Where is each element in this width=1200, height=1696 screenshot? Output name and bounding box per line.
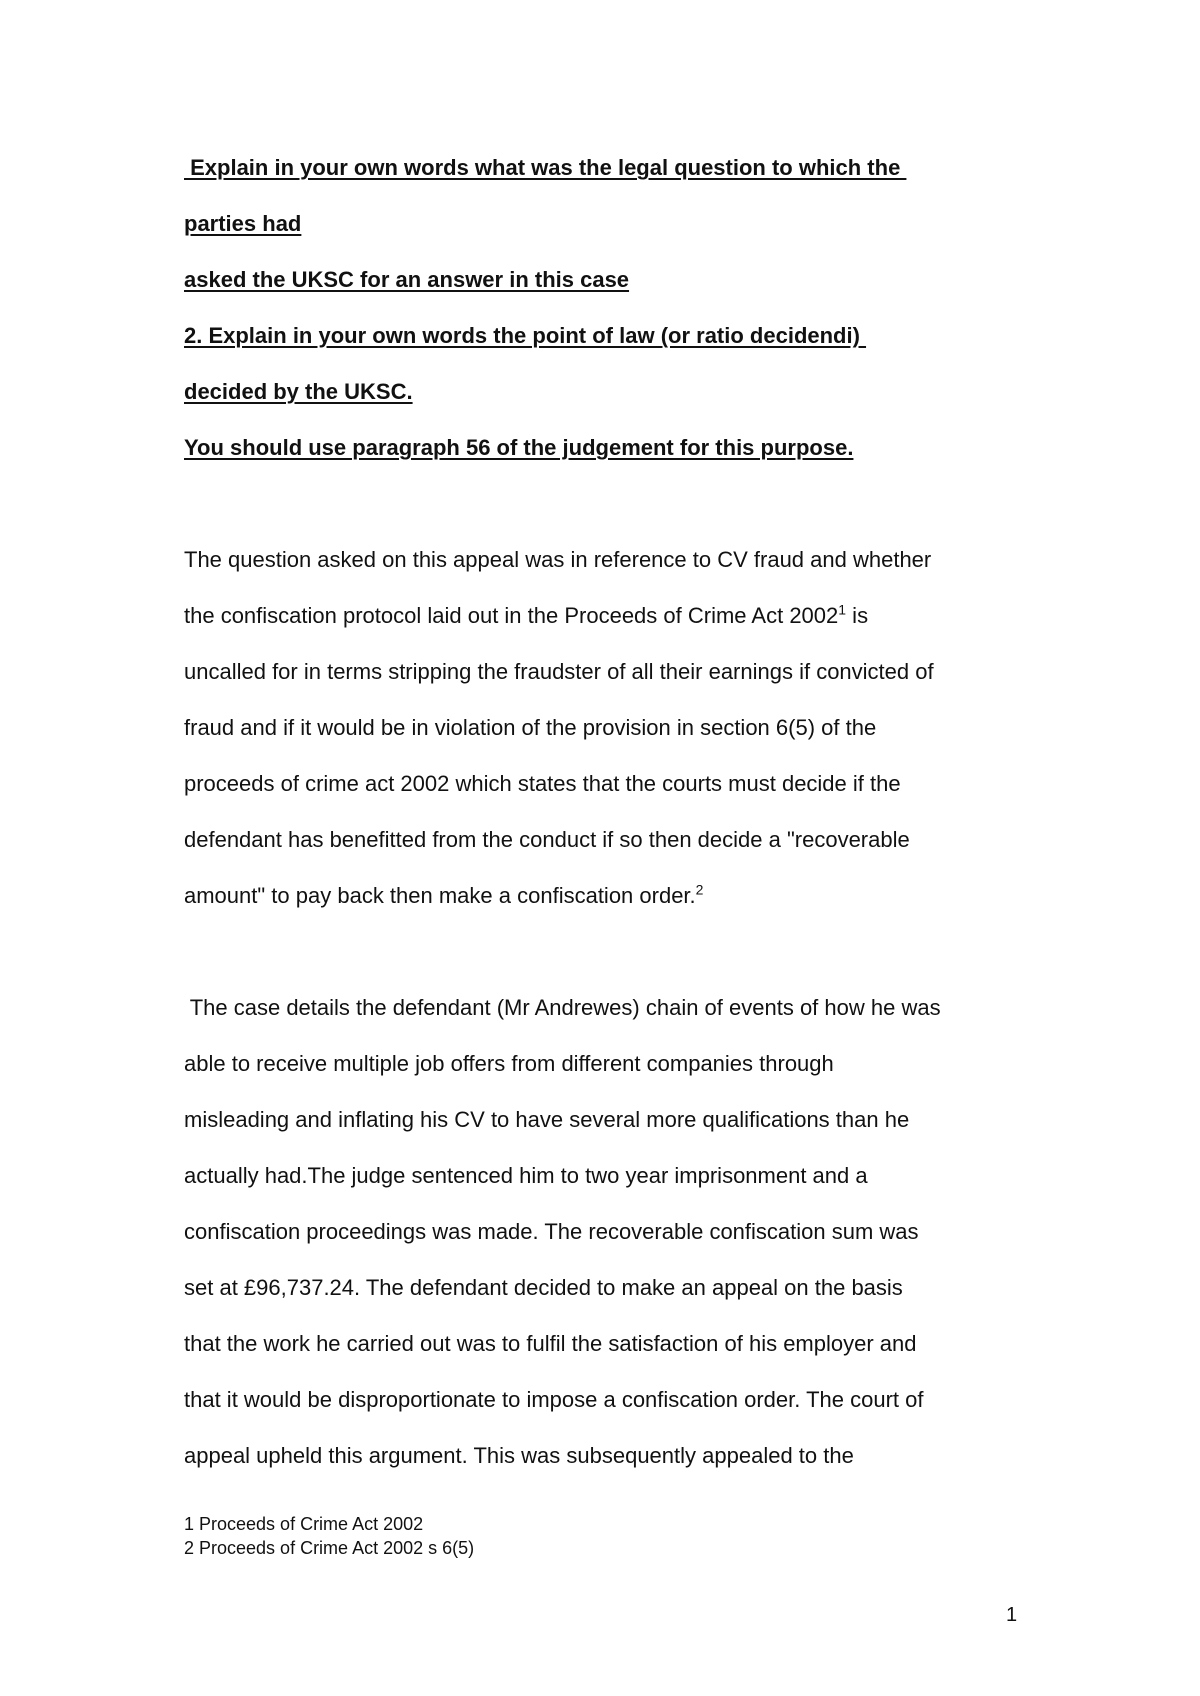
heading-line: parties had (184, 211, 302, 236)
footnote: 2 Proceeds of Crime Act 2002 s 6(5) (184, 1538, 475, 1558)
heading-line: Explain in your own words what was the legal question to which the (184, 155, 907, 180)
body-text: is (846, 603, 869, 628)
paragraph-case-details (184, 980, 1044, 1484)
body-line: fraud and if it would be in violation of the provision in section 6(5) of the (184, 715, 877, 740)
body-line: able to receive multiple job offers from different companies through (184, 1051, 834, 1076)
body-line: proceeds of crime act 2002 which states that the courts must decide if the (184, 771, 901, 796)
body-text: the confiscation protocol laid out in the Proceeds of Crime Act 2002 (184, 603, 839, 628)
paragraph-question (184, 532, 1044, 924)
body-line (184, 868, 1044, 924)
heading-line: You should use paragraph 56 of the judgement for this purpose. (184, 435, 854, 460)
document-body (184, 140, 1044, 1484)
spacer (184, 476, 1044, 532)
body-line: appeal upheld this argument. This was subsequently appealed to the (184, 1443, 854, 1468)
body-line: defendant has benefitted from the conduct if so then decide a "recoverable (184, 827, 910, 852)
heading-line: 2. Explain in your own words the point of law (or ratio decidendi) (184, 323, 867, 348)
question-heading (184, 140, 1044, 476)
body-line: The question asked on this appeal was in reference to CV fraud and whether (184, 547, 932, 572)
body-line (184, 588, 1044, 644)
body-line: set at £96,737.24. The defendant decided to make an appeal on the basis (184, 1275, 903, 1300)
body-line: The case details the defendant (Mr Andrewes) chain of events of how he was (184, 995, 941, 1020)
spacer (184, 924, 1044, 980)
body-line: that it would be disproportionate to impose a confiscation order. The court of (184, 1387, 924, 1412)
footnote: 1 Proceeds of Crime Act 2002 (184, 1514, 424, 1534)
footnote-reference[interactable]: 1 (838, 601, 847, 618)
footnote-reference[interactable]: 2 (695, 881, 704, 898)
footnotes (184, 1512, 474, 1560)
heading-line: asked the UKSC for an answer in this case (184, 267, 630, 292)
page-number: 1 (1006, 1604, 1018, 1626)
body-line: misleading and inflating his CV to have several more qualifications than he (184, 1107, 910, 1132)
body-text: amount" to pay back then make a confiscation order. (184, 883, 696, 908)
body-line: actually had.The judge sentenced him to two year imprisonment and a (184, 1163, 868, 1188)
body-line: uncalled for in terms stripping the fraudster of all their earnings if convicted of (184, 659, 934, 684)
body-line: that the work he carried out was to fulfil the satisfaction of his employer and (184, 1331, 917, 1356)
heading-line: decided by the UKSC. (184, 379, 413, 404)
body-line: confiscation proceedings was made. The recoverable confiscation sum was (184, 1219, 919, 1244)
